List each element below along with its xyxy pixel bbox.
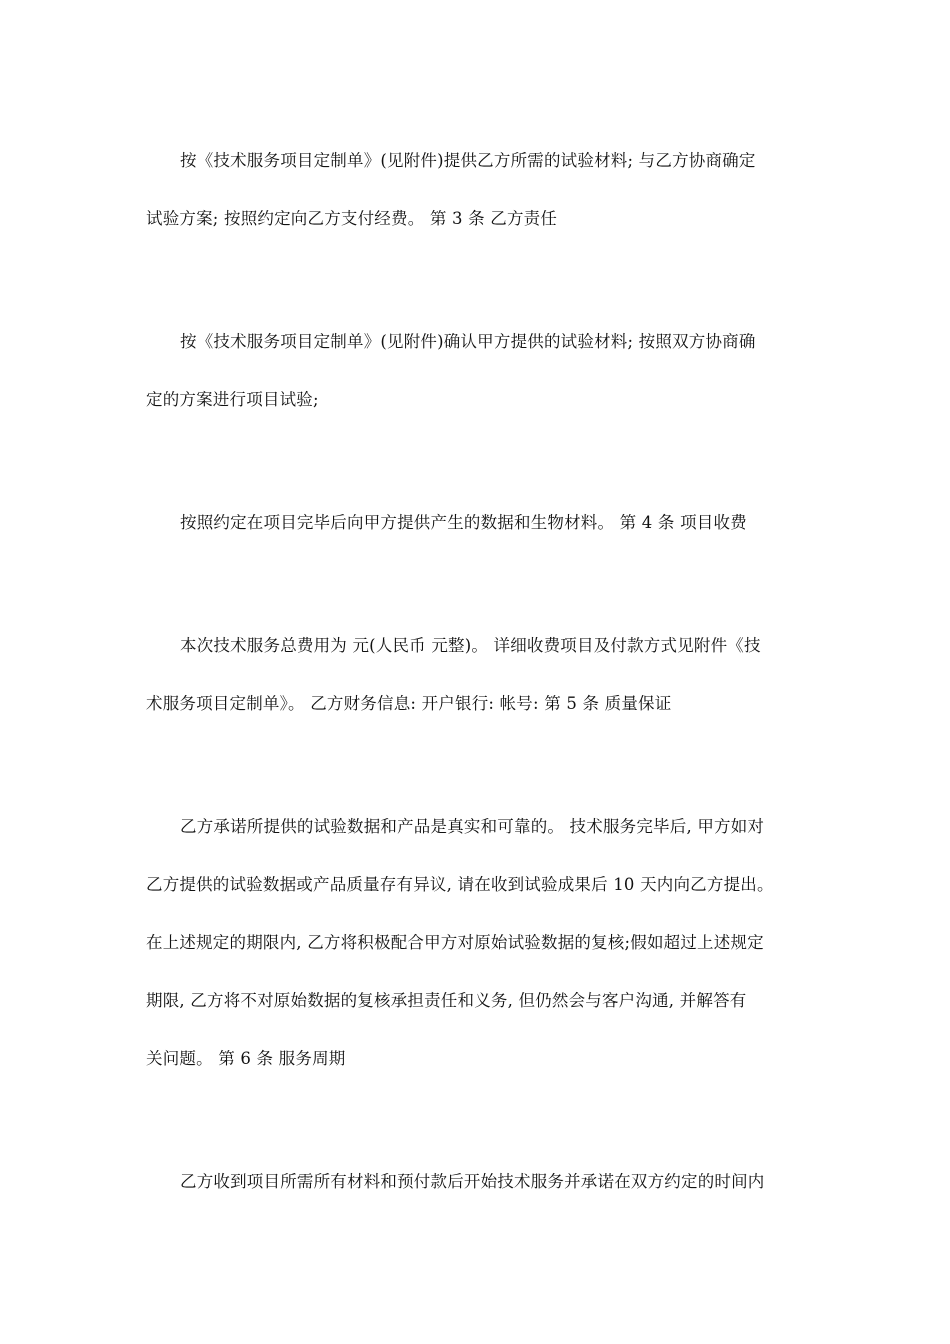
paragraph-line: 在上述规定的期限内, 乙方将积极配合甲方对原始试验数据的复核;假如超过上述规定 xyxy=(146,933,764,952)
paragraph-line: 乙方承诺所提供的试验数据和产品是真实和可靠的。 技术服务完毕后, 甲方如对 xyxy=(180,817,765,836)
paragraph-line: 按照约定在项目完毕后向甲方提供产生的数据和生物材料。 第 4 条 项目收费 xyxy=(180,513,747,532)
paragraph-line: 期限, 乙方将不对原始数据的复核承担责任和义务, 但仍然会与客户沟通, 并解答有 xyxy=(146,991,747,1010)
paragraph-line: 本次技术服务总费用为 元(人民币 元整)。 详细收费项目及付款方式见附件《技 xyxy=(180,636,761,655)
paragraph-line: 定的方案进行项目试验; xyxy=(146,390,319,409)
paragraph-line: 乙方提供的试验数据或产品质量存有异议, 请在收到试验成果后 10 天内向乙方提出。 xyxy=(146,875,774,894)
paragraph-line: 按《技术服务项目定制单》(见附件)确认甲方提供的试验材料; 按照双方协商确 xyxy=(180,332,756,351)
paragraph-line: 乙方收到项目所需所有材料和预付款后开始技术服务并承诺在双方约定的时间内 xyxy=(180,1172,765,1191)
paragraph-line: 试验方案; 按照约定向乙方支付经费。 第 3 条 乙方责任 xyxy=(146,209,558,228)
paragraph-line: 术服务项目定制单》。 乙方财务信息: 开户银行: 帐号: 第 5 条 质量保证 xyxy=(146,694,672,713)
paragraph-line: 按《技术服务项目定制单》(见附件)提供乙方所需的试验材料; 与乙方协商确定 xyxy=(180,151,756,170)
paragraph-line: 关问题。 第 6 条 服务周期 xyxy=(146,1049,346,1068)
